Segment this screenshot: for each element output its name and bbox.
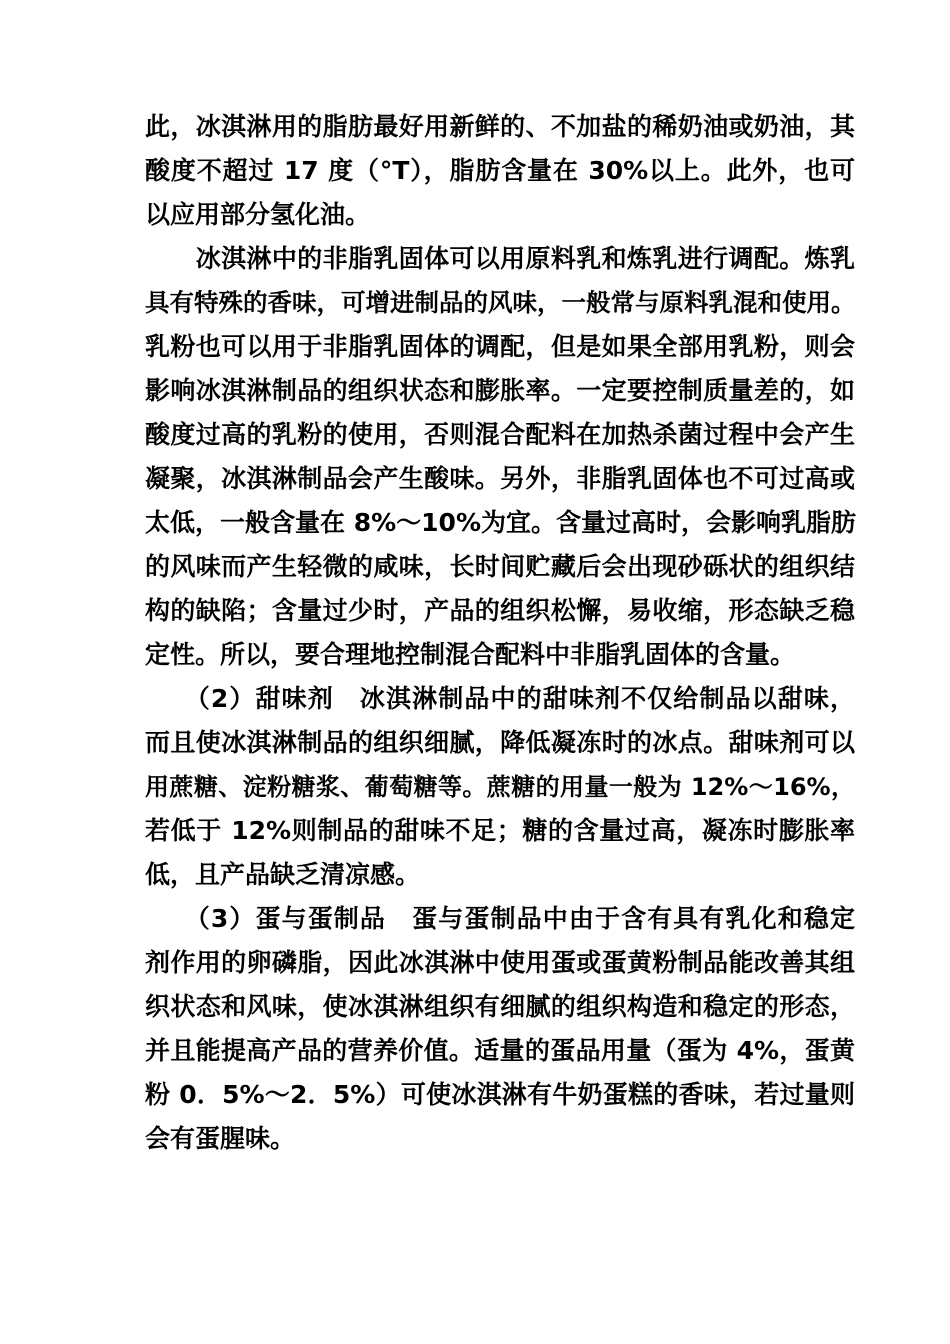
text-line: （3）蛋与蛋制品 蛋与蛋制品中由于含有具有乳化和稳定 xyxy=(145,904,855,933)
text-line: 冰淇淋中的非脂乳固体可以用原料乳和炼乳进行调配。炼乳 xyxy=(145,244,855,273)
text-line: 具有特殊的香味，可增进制品的风味，一般常与原料乳混和使用。 xyxy=(145,288,856,317)
text-line: 会有蛋腥味。 xyxy=(145,1124,296,1153)
text-line: 乳粉也可以用于非脂乳固体的调配，但是如果全部用乳粉，则会 xyxy=(145,332,855,361)
text-line: 以应用部分氢化油。 xyxy=(145,200,371,229)
text-line: 构的缺陷；含量过少时，产品的组织松懈，易收缩，形态缺乏稳 xyxy=(145,596,855,625)
text-line: 的风味而产生轻微的咸味，长时间贮藏后会出现砂砾状的组织结 xyxy=(145,552,855,581)
text-line: 若低于 12%则制品的甜味不足；糖的含量过高，凝冻时膨胀率 xyxy=(145,816,855,845)
text-line: 太低，一般含量在 8%～10%为宜。含量过高时，会影响乳脂肪 xyxy=(145,508,856,537)
text-line: 并且能提高产品的营养价值。适量的蛋品用量（蛋为 4%，蛋黄 xyxy=(145,1036,855,1065)
text-line: 凝聚，冰淇淋制品会产生酸味。另外，非脂乳固体也不可过高或 xyxy=(145,464,855,493)
text-line: 剂作用的卵磷脂，因此冰淇淋中使用蛋或蛋黄粉制品能改善其组 xyxy=(145,948,855,977)
text-line: 定性。所以，要合理地控制混合配料中非脂乳固体的含量。 xyxy=(145,640,796,669)
text-line: 织状态和风味，使冰淇淋组织有细腻的组织构造和稳定的形态， xyxy=(145,992,855,1021)
text-line: 酸度过高的乳粉的使用，否则混合配料在加热杀菌过程中会产生 xyxy=(145,420,855,449)
text-line: 影响冰淇淋制品的组织状态和膨胀率。一定要控制质量差的，如 xyxy=(145,376,855,405)
text-line: 酸度不超过 17 度（°T），脂肪含量在 30%以上。此外，也可 xyxy=(145,156,855,185)
text-line: （2）甜味剂 冰淇淋制品中的甜味剂不仅给制品以甜味， xyxy=(145,684,855,713)
text-line: 粉 0．5%～2．5%）可使冰淇淋有牛奶蛋糕的香味，若过量则 xyxy=(145,1080,855,1109)
text-line: 而且使冰淇淋制品的组织细腻，降低凝冻时的冰点。甜味剂可以 xyxy=(145,728,855,757)
text-line: 低，且产品缺乏清凉感。 xyxy=(145,860,421,889)
text-line: 此，冰淇淋用的脂肪最好用新鲜的、不加盐的稀奶油或奶油，其 xyxy=(145,112,855,141)
text-line: 用蔗糖、淀粉糖浆、葡萄糖等。蔗糖的用量一般为 12%～16%， xyxy=(145,773,855,801)
